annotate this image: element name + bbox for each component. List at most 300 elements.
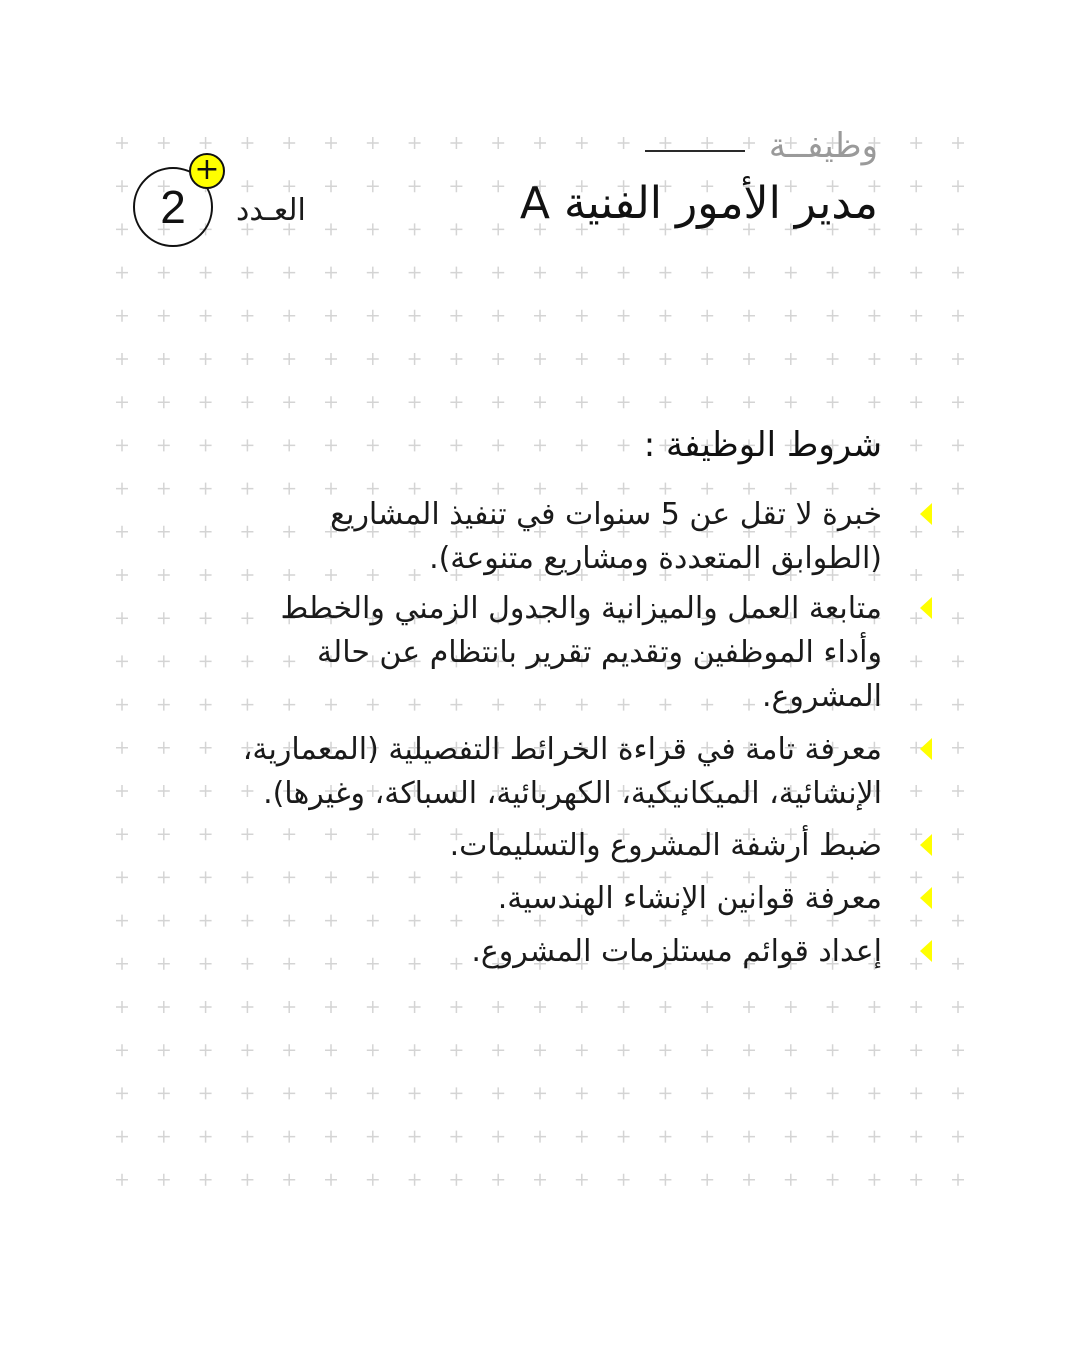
grid-plus-mark bbox=[200, 1131, 212, 1143]
grid-plus-mark bbox=[409, 267, 421, 279]
grid-plus-mark bbox=[659, 1174, 671, 1186]
grid-plus-mark bbox=[200, 1044, 212, 1056]
grid-plus-mark bbox=[200, 699, 212, 711]
job-kicker-text: وظيفــة bbox=[768, 126, 878, 166]
grid-plus-mark bbox=[952, 223, 964, 235]
grid-plus-mark bbox=[283, 1001, 295, 1013]
grid-plus-mark bbox=[952, 742, 964, 754]
grid-plus-mark bbox=[325, 310, 337, 322]
grid-plus-mark bbox=[283, 137, 295, 149]
grid-plus-mark bbox=[952, 958, 964, 970]
grid-plus-mark bbox=[910, 353, 922, 365]
grid-plus-mark bbox=[785, 267, 797, 279]
grid-plus-mark bbox=[241, 612, 253, 624]
triangle-bullet-icon bbox=[920, 503, 932, 525]
grid-plus-mark bbox=[367, 915, 379, 927]
grid-plus-mark bbox=[283, 569, 295, 581]
requirement-line: معرفة تامة في قراءة الخرائط التفصيلية (المعمارية، bbox=[242, 732, 882, 767]
grid-plus-mark bbox=[116, 785, 128, 797]
grid-plus-mark bbox=[576, 1044, 588, 1056]
grid-plus-mark bbox=[534, 267, 546, 279]
grid-plus-mark bbox=[367, 267, 379, 279]
grid-plus-mark bbox=[910, 699, 922, 711]
grid-plus-mark bbox=[200, 958, 212, 970]
grid-plus-mark bbox=[158, 396, 170, 408]
grid-plus-mark bbox=[409, 1001, 421, 1013]
grid-plus-mark bbox=[701, 1001, 713, 1013]
grid-plus-mark bbox=[492, 310, 504, 322]
grid-plus-mark bbox=[367, 1087, 379, 1099]
grid-plus-mark bbox=[534, 310, 546, 322]
grid-plus-mark bbox=[827, 310, 839, 322]
grid-plus-mark bbox=[492, 1087, 504, 1099]
grid-plus-mark bbox=[910, 569, 922, 581]
grid-plus-mark bbox=[241, 569, 253, 581]
grid-plus-mark bbox=[116, 1001, 128, 1013]
grid-plus-mark bbox=[200, 1174, 212, 1186]
grid-plus-mark bbox=[492, 267, 504, 279]
grid-plus-mark bbox=[450, 958, 462, 970]
grid-plus-mark bbox=[158, 742, 170, 754]
grid-plus-mark bbox=[283, 958, 295, 970]
grid-plus-mark bbox=[450, 137, 462, 149]
grid-plus-mark bbox=[952, 180, 964, 192]
grid-plus-mark bbox=[743, 353, 755, 365]
grid-plus-mark bbox=[283, 828, 295, 840]
grid-plus-mark bbox=[785, 1087, 797, 1099]
grid-plus-mark bbox=[325, 137, 337, 149]
grid-plus-mark bbox=[116, 310, 128, 322]
grid-plus-mark bbox=[409, 915, 421, 927]
grid-plus-mark bbox=[952, 785, 964, 797]
grid-plus-mark bbox=[576, 1001, 588, 1013]
grid-plus-mark bbox=[868, 353, 880, 365]
grid-plus-mark bbox=[116, 612, 128, 624]
requirement-line: معرفة قوانين الإنشاء الهندسية. bbox=[497, 881, 882, 916]
grid-plus-mark bbox=[618, 1044, 630, 1056]
grid-plus-mark bbox=[283, 1174, 295, 1186]
grid-plus-mark bbox=[701, 1131, 713, 1143]
grid-plus-mark bbox=[116, 699, 128, 711]
grid-plus-mark bbox=[158, 612, 170, 624]
grid-plus-mark bbox=[910, 1174, 922, 1186]
grid-plus-mark bbox=[241, 353, 253, 365]
grid-plus-mark bbox=[158, 871, 170, 883]
grid-plus-mark bbox=[576, 137, 588, 149]
grid-plus-mark bbox=[158, 1131, 170, 1143]
grid-plus-mark bbox=[952, 871, 964, 883]
grid-plus-mark bbox=[492, 223, 504, 235]
grid-plus-mark bbox=[116, 1044, 128, 1056]
grid-plus-mark bbox=[116, 223, 128, 235]
grid-plus-mark bbox=[200, 310, 212, 322]
grid-plus-mark bbox=[952, 1001, 964, 1013]
grid-plus-mark bbox=[409, 310, 421, 322]
grid-plus-mark bbox=[450, 871, 462, 883]
grid-plus-mark bbox=[952, 655, 964, 667]
plus-icon: + bbox=[189, 153, 225, 189]
grid-plus-mark bbox=[158, 1001, 170, 1013]
grid-plus-mark bbox=[116, 1131, 128, 1143]
grid-plus-mark bbox=[158, 483, 170, 495]
grid-plus-mark bbox=[158, 699, 170, 711]
grid-plus-mark bbox=[534, 439, 546, 451]
grid-plus-mark bbox=[952, 1087, 964, 1099]
grid-plus-mark bbox=[158, 439, 170, 451]
requirements-heading: شروط الوظيفة : bbox=[643, 425, 882, 465]
grid-plus-mark bbox=[910, 1131, 922, 1143]
grid-plus-mark bbox=[743, 267, 755, 279]
grid-plus-mark bbox=[158, 915, 170, 927]
grid-plus-mark bbox=[200, 439, 212, 451]
grid-plus-mark bbox=[743, 1044, 755, 1056]
grid-plus-mark bbox=[618, 1001, 630, 1013]
grid-plus-mark bbox=[409, 180, 421, 192]
grid-plus-mark bbox=[200, 871, 212, 883]
grid-plus-mark bbox=[534, 396, 546, 408]
grid-plus-mark bbox=[492, 1174, 504, 1186]
grid-plus-mark bbox=[868, 1131, 880, 1143]
grid-plus-mark bbox=[534, 353, 546, 365]
grid-plus-mark bbox=[743, 1001, 755, 1013]
grid-plus-mark bbox=[241, 526, 253, 538]
grid-plus-mark bbox=[827, 1001, 839, 1013]
grid-plus-mark bbox=[158, 1087, 170, 1099]
requirement-item bbox=[330, 493, 882, 581]
grid-plus-mark bbox=[241, 137, 253, 149]
grid-plus-mark bbox=[785, 1174, 797, 1186]
grid-plus-mark bbox=[325, 1044, 337, 1056]
grid-plus-mark bbox=[283, 1087, 295, 1099]
requirement-line: الإنشائية، الميكانيكية، الكهربائية، السباكة، وغيرها). bbox=[263, 776, 882, 811]
grid-plus-mark bbox=[283, 267, 295, 279]
grid-plus-mark bbox=[158, 526, 170, 538]
grid-plus-mark bbox=[116, 655, 128, 667]
grid-plus-mark bbox=[241, 1174, 253, 1186]
grid-plus-mark bbox=[534, 1044, 546, 1056]
grid-plus-mark bbox=[241, 958, 253, 970]
grid-plus-mark bbox=[576, 353, 588, 365]
grid-plus-mark bbox=[409, 396, 421, 408]
grid-plus-mark bbox=[158, 1044, 170, 1056]
grid-plus-mark bbox=[325, 1087, 337, 1099]
grid-plus-mark bbox=[910, 396, 922, 408]
grid-plus-mark bbox=[158, 569, 170, 581]
grid-plus-mark bbox=[450, 267, 462, 279]
grid-plus-mark bbox=[116, 915, 128, 927]
grid-plus-mark bbox=[910, 1044, 922, 1056]
grid-plus-mark bbox=[910, 871, 922, 883]
grid-plus-mark bbox=[116, 526, 128, 538]
grid-plus-mark bbox=[701, 1044, 713, 1056]
grid-plus-mark bbox=[116, 828, 128, 840]
grid-plus-mark bbox=[200, 353, 212, 365]
grid-plus-mark bbox=[367, 353, 379, 365]
grid-plus-mark bbox=[367, 137, 379, 149]
grid-plus-mark bbox=[952, 915, 964, 927]
requirement-line: إعداد قوائم مستلزمات المشروع. bbox=[471, 934, 882, 969]
grid-plus-mark bbox=[367, 1131, 379, 1143]
grid-plus-mark bbox=[241, 439, 253, 451]
grid-plus-mark bbox=[241, 1044, 253, 1056]
grid-plus-mark bbox=[492, 137, 504, 149]
grid-plus-mark bbox=[952, 439, 964, 451]
grid-plus-mark bbox=[450, 915, 462, 927]
grid-plus-mark bbox=[367, 439, 379, 451]
grid-plus-mark bbox=[576, 310, 588, 322]
grid-plus-mark bbox=[283, 439, 295, 451]
grid-plus-mark bbox=[534, 1001, 546, 1013]
grid-plus-mark bbox=[910, 267, 922, 279]
grid-plus-mark bbox=[952, 310, 964, 322]
grid-plus-mark bbox=[116, 396, 128, 408]
grid-plus-mark bbox=[325, 353, 337, 365]
grid-plus-mark bbox=[116, 267, 128, 279]
grid-plus-mark bbox=[325, 1131, 337, 1143]
grid-plus-mark bbox=[618, 439, 630, 451]
requirement-line: المشروع. bbox=[761, 679, 882, 714]
grid-plus-mark bbox=[241, 1001, 253, 1013]
grid-plus-mark bbox=[910, 483, 922, 495]
grid-plus-mark bbox=[367, 396, 379, 408]
grid-plus-mark bbox=[409, 1174, 421, 1186]
grid-plus-mark bbox=[116, 180, 128, 192]
job-title: مدير الأمور الفنية A bbox=[519, 178, 878, 229]
grid-plus-mark bbox=[158, 310, 170, 322]
requirement-line: وأداء الموظفين وتقديم تقرير بانتظام عن حالة bbox=[316, 635, 882, 670]
requirement-line: خبرة لا تقل عن 5 سنوات في تنفيذ المشاريع bbox=[330, 497, 882, 532]
grid-plus-mark bbox=[450, 1044, 462, 1056]
grid-plus-mark bbox=[200, 569, 212, 581]
triangle-bullet-icon bbox=[920, 597, 932, 619]
grid-plus-mark bbox=[325, 915, 337, 927]
grid-plus-mark bbox=[827, 353, 839, 365]
grid-plus-mark bbox=[325, 439, 337, 451]
grid-plus-mark bbox=[701, 267, 713, 279]
grid-plus-mark bbox=[367, 180, 379, 192]
grid-plus-mark bbox=[409, 1044, 421, 1056]
grid-plus-mark bbox=[910, 915, 922, 927]
grid-plus-mark bbox=[868, 1001, 880, 1013]
grid-plus-mark bbox=[450, 439, 462, 451]
grid-plus-mark bbox=[492, 1001, 504, 1013]
grid-plus-mark bbox=[701, 353, 713, 365]
grid-plus-mark bbox=[952, 569, 964, 581]
grid-plus-mark bbox=[827, 1131, 839, 1143]
grid-plus-mark bbox=[952, 483, 964, 495]
grid-plus-mark bbox=[743, 1131, 755, 1143]
grid-plus-mark bbox=[409, 439, 421, 451]
grid-plus-mark bbox=[910, 785, 922, 797]
grid-plus-mark bbox=[200, 612, 212, 624]
grid-plus-mark bbox=[618, 1087, 630, 1099]
count-value: 2 bbox=[160, 181, 186, 233]
grid-plus-mark bbox=[743, 396, 755, 408]
grid-plus-mark bbox=[200, 1001, 212, 1013]
requirement-item bbox=[280, 587, 882, 719]
grid-plus-mark bbox=[910, 1087, 922, 1099]
grid-plus-mark bbox=[325, 396, 337, 408]
grid-plus-mark bbox=[367, 958, 379, 970]
count-label: العـدد bbox=[236, 193, 306, 228]
grid-plus-mark bbox=[785, 1131, 797, 1143]
grid-plus-mark bbox=[367, 1174, 379, 1186]
grid-plus-mark bbox=[701, 310, 713, 322]
grid-plus-mark bbox=[952, 396, 964, 408]
grid-plus-mark bbox=[283, 915, 295, 927]
grid-plus-mark bbox=[158, 828, 170, 840]
grid-plus-mark bbox=[450, 1131, 462, 1143]
triangle-bullet-icon bbox=[920, 834, 932, 856]
grid-plus-mark bbox=[367, 310, 379, 322]
grid-plus-mark bbox=[241, 180, 253, 192]
grid-plus-mark bbox=[492, 439, 504, 451]
grid-plus-mark bbox=[116, 742, 128, 754]
grid-plus-mark bbox=[409, 137, 421, 149]
grid-plus-mark bbox=[827, 1087, 839, 1099]
grid-plus-mark bbox=[367, 223, 379, 235]
grid-plus-mark bbox=[367, 1001, 379, 1013]
grid-plus-mark bbox=[576, 439, 588, 451]
grid-plus-mark bbox=[952, 137, 964, 149]
grid-plus-mark bbox=[409, 1087, 421, 1099]
grid-plus-mark bbox=[952, 612, 964, 624]
grid-plus-mark bbox=[659, 353, 671, 365]
grid-plus-mark bbox=[785, 353, 797, 365]
grid-plus-mark bbox=[283, 871, 295, 883]
grid-plus-mark bbox=[952, 353, 964, 365]
grid-plus-mark bbox=[241, 699, 253, 711]
grid-plus-mark bbox=[116, 569, 128, 581]
grid-plus-mark bbox=[283, 1044, 295, 1056]
grid-plus-mark bbox=[618, 310, 630, 322]
grid-plus-mark bbox=[659, 267, 671, 279]
grid-plus-mark bbox=[450, 353, 462, 365]
grid-plus-mark bbox=[618, 396, 630, 408]
grid-plus-mark bbox=[450, 180, 462, 192]
grid-plus-mark bbox=[827, 267, 839, 279]
grid-plus-mark bbox=[868, 396, 880, 408]
grid-plus-mark bbox=[576, 1131, 588, 1143]
grid-plus-mark bbox=[743, 1087, 755, 1099]
grid-plus-mark bbox=[618, 267, 630, 279]
grid-plus-mark bbox=[492, 353, 504, 365]
grid-plus-mark bbox=[325, 871, 337, 883]
grid-plus-mark bbox=[952, 699, 964, 711]
grid-plus-mark bbox=[827, 1044, 839, 1056]
grid-plus-mark bbox=[241, 1131, 253, 1143]
grid-plus-mark bbox=[659, 1131, 671, 1143]
grid-plus-mark bbox=[576, 1174, 588, 1186]
grid-plus-mark bbox=[116, 1087, 128, 1099]
grid-plus-mark bbox=[659, 396, 671, 408]
triangle-bullet-icon bbox=[920, 940, 932, 962]
grid-plus-mark bbox=[952, 828, 964, 840]
grid-plus-mark bbox=[868, 1044, 880, 1056]
requirement-line: (الطوابق المتعددة ومشاريع متنوعة). bbox=[429, 541, 882, 576]
grid-plus-mark bbox=[492, 396, 504, 408]
grid-plus-mark bbox=[158, 353, 170, 365]
grid-plus-mark bbox=[743, 1174, 755, 1186]
grid-plus-mark bbox=[158, 1174, 170, 1186]
grid-plus-mark bbox=[659, 1044, 671, 1056]
grid-plus-mark bbox=[116, 1174, 128, 1186]
grid-plus-mark bbox=[409, 871, 421, 883]
grid-plus-mark bbox=[409, 1131, 421, 1143]
grid-plus-mark bbox=[158, 958, 170, 970]
grid-plus-mark bbox=[576, 1087, 588, 1099]
grid-plus-mark bbox=[325, 1174, 337, 1186]
triangle-bullet-icon bbox=[920, 738, 932, 760]
grid-plus-mark bbox=[910, 310, 922, 322]
grid-plus-mark bbox=[367, 871, 379, 883]
grid-plus-mark bbox=[200, 915, 212, 927]
grid-plus-mark bbox=[283, 526, 295, 538]
grid-plus-mark bbox=[450, 1174, 462, 1186]
grid-plus-mark bbox=[116, 871, 128, 883]
grid-plus-mark bbox=[409, 828, 421, 840]
grid-plus-mark bbox=[534, 1087, 546, 1099]
grid-plus-mark bbox=[910, 1001, 922, 1013]
grid-plus-mark bbox=[868, 1087, 880, 1099]
grid-plus-mark bbox=[200, 655, 212, 667]
grid-plus-mark bbox=[450, 1087, 462, 1099]
grid-plus-mark bbox=[618, 353, 630, 365]
grid-plus-mark bbox=[450, 310, 462, 322]
grid-plus-mark bbox=[158, 267, 170, 279]
grid-plus-mark bbox=[618, 137, 630, 149]
grid-plus-mark bbox=[868, 310, 880, 322]
grid-plus-mark bbox=[241, 915, 253, 927]
grid-plus-mark bbox=[827, 396, 839, 408]
grid-plus-mark bbox=[241, 310, 253, 322]
grid-plus-mark bbox=[910, 526, 922, 538]
grid-plus-mark bbox=[827, 1174, 839, 1186]
grid-plus-mark bbox=[534, 1174, 546, 1186]
grid-plus-mark bbox=[701, 1087, 713, 1099]
job-kicker bbox=[645, 126, 878, 166]
grid-plus-mark bbox=[492, 1131, 504, 1143]
grid-plus-mark bbox=[785, 310, 797, 322]
kicker-underline bbox=[645, 150, 745, 152]
grid-plus-mark bbox=[158, 655, 170, 667]
grid-plus-mark bbox=[116, 137, 128, 149]
grid-plus-mark bbox=[241, 828, 253, 840]
grid-plus-mark bbox=[116, 958, 128, 970]
grid-plus-mark bbox=[200, 267, 212, 279]
requirement-item bbox=[471, 930, 882, 974]
grid-plus-mark bbox=[450, 223, 462, 235]
grid-plus-mark bbox=[283, 483, 295, 495]
grid-plus-mark bbox=[283, 353, 295, 365]
grid-plus-mark bbox=[241, 655, 253, 667]
requirement-item bbox=[498, 877, 882, 921]
grid-plus-mark bbox=[659, 1001, 671, 1013]
grid-plus-mark bbox=[868, 267, 880, 279]
grid-plus-mark bbox=[952, 267, 964, 279]
grid-plus-mark bbox=[200, 785, 212, 797]
grid-plus-mark bbox=[910, 137, 922, 149]
grid-plus-mark bbox=[241, 267, 253, 279]
grid-plus-mark bbox=[200, 742, 212, 754]
grid-plus-mark bbox=[158, 785, 170, 797]
grid-plus-mark bbox=[952, 1131, 964, 1143]
grid-plus-mark bbox=[576, 267, 588, 279]
grid-plus-mark bbox=[200, 526, 212, 538]
grid-plus-mark bbox=[200, 828, 212, 840]
grid-plus-mark bbox=[910, 180, 922, 192]
grid-plus-mark bbox=[492, 1044, 504, 1056]
